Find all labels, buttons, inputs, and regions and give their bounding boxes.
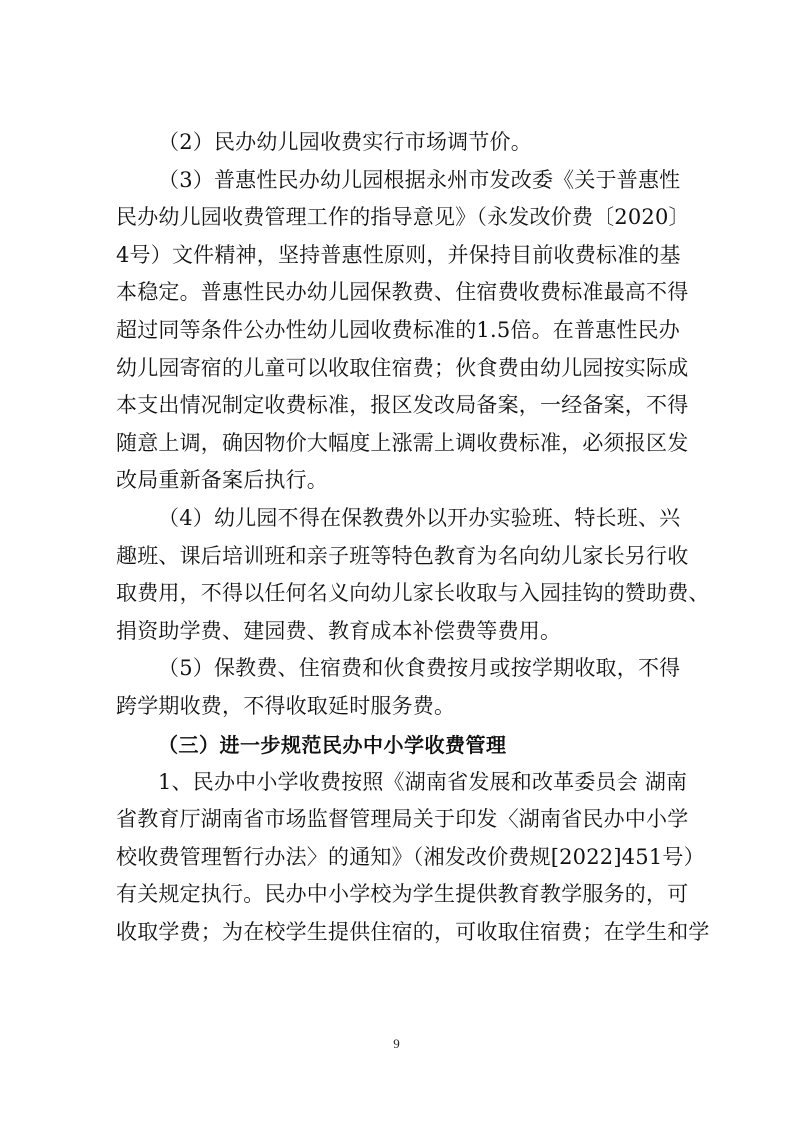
paragraph-kindergarten-5 [116,650,692,725]
text-line: 幼儿园寄宿的儿童可以收取住宿费；伙食费由幼儿园按实际成 [116,355,689,380]
text-line: （5）保教费、住宿费和伙食费按月或按学期收取，不得 [158,656,681,681]
text-line: 省教育厅湖南省市场监督管理局关于印发〈湖南省民办中小学 [116,807,689,832]
text-line: 超过同等条件公办性幼儿园收费标准的1.5倍。在普惠性民办 [116,317,680,342]
text-line: （3）普惠性民办幼儿园根据永州市发改委《关于普惠性 [158,167,681,192]
text-line: （4）幼儿园不得在保教费外以开办实验班、特长班、兴 [158,505,681,530]
paragraph-school-1 [116,764,710,952]
text-line: 跨学期收费，不得收取延时服务费。 [116,693,456,718]
section-heading: （三）进一步规范民办中小学收费管理 [158,732,507,757]
paragraph-kindergarten-2 [116,124,692,162]
page-number: 9 [393,1036,400,1051]
text-line: 4号）文件精神，坚持普惠性原则，并保持目前收费标准的基 [116,242,681,267]
text-line: 校收费管理暂行办法〉的通知》（湘发改价费规[2022]451号） [116,844,705,869]
text-line: 趣班、课后培训班和亲子班等特色教育为名向幼儿家长另行收 [116,543,689,568]
text-line: 1、民办中小学收费按照《湖南省发展和改革委员会 湖南 [158,769,688,794]
text-line: 有关规定执行。民办中小学校为学生提供教育教学服务的，可 [116,882,689,907]
page-body [116,124,710,951]
text-line: （2）民办幼儿园收费实行市场调节价。 [158,130,532,154]
text-line: 改局重新备案后执行。 [116,468,328,493]
text-line: 捐资助学费、建园费、教育成本补偿费等费用。 [116,618,562,643]
text-line: 民办幼儿园收费管理工作的指导意见》（永发改价费〔2020〕 [116,205,690,230]
text-line: 取费用，不得以任何名义向幼儿家长收取与入园挂钩的赞助费、 [116,581,710,606]
text-line: 本稳定。普惠性民办幼儿园保教费、住宿费收费标准最高不得 [116,280,689,305]
paragraph-kindergarten-4 [116,500,710,650]
text-line: 随意上调，确因物价大幅度上涨需上调收费标准，必须报区发 [116,430,689,455]
text-line: 本支出情况制定收费标准，报区发改局备案，一经备案，不得 [116,393,689,418]
paragraph-kindergarten-3 [116,162,692,500]
text-line: 收取学费；为在校学生提供住宿的，可收取住宿费；在学生和学 [116,919,710,944]
